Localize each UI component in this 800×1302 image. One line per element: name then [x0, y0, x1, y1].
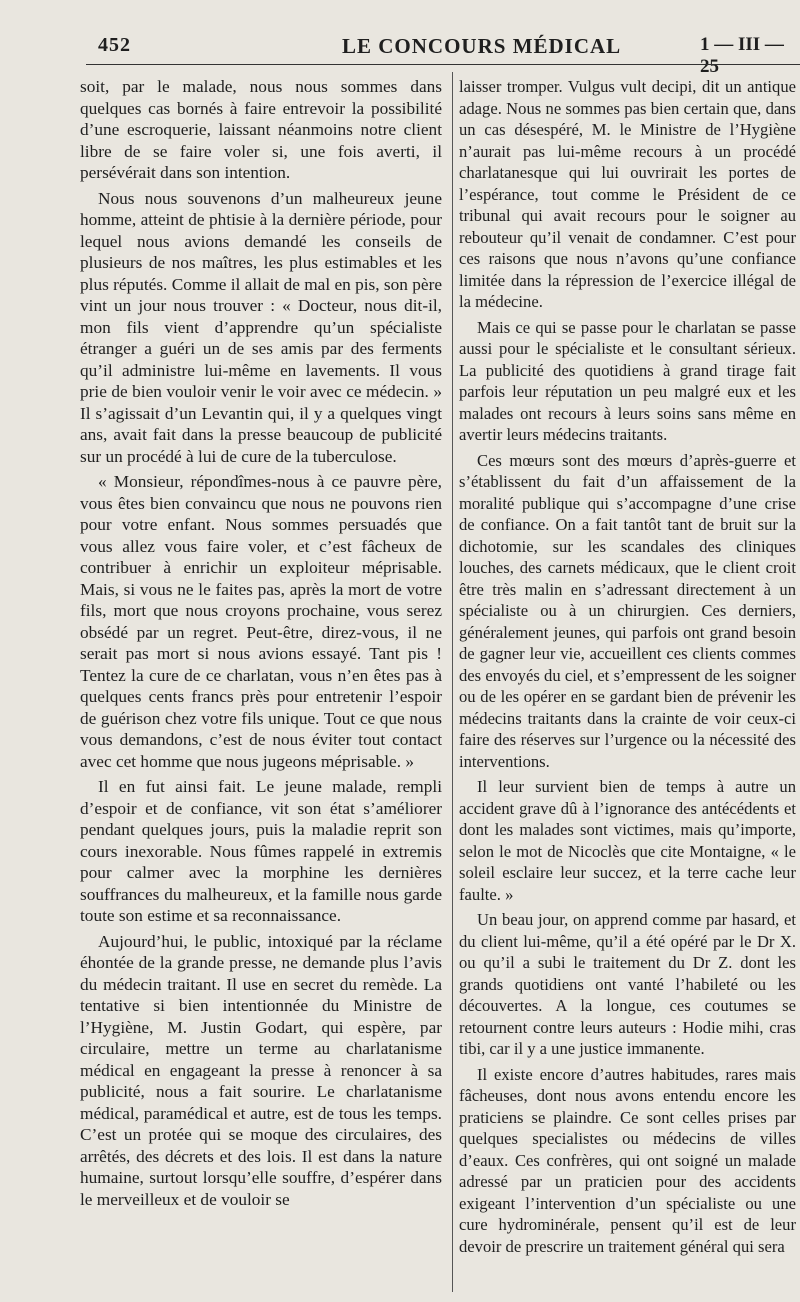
paragraph: soit, par le malade, nous nous sommes dans quelques cas bornés à faire entrevoir la possibilité d’une escroquerie, laissant néanmoins notre client libre de se faire voler si, une fois averti, il persévérait dans son intention.	[80, 77, 442, 182]
paragraph: Il leur survient bien de temps à autre un accident grave dû à l’ignorance des antécédents et dont les malades sont victimes, mais qu’importe, selon le mot de Nicoclès que cite Montaigne, « le soleil esclaire leur succez, et la terre cache leur faulte. »	[459, 777, 796, 904]
journal-title: LE CONCOURS MÉDICAL	[342, 34, 622, 58]
left-column	[80, 76, 442, 1210]
page-header	[0, 28, 800, 77]
paragraph: Mais ce qui se passe pour le charlatan se passe aussi pour le spécialiste et le consultant sérieux. La publicité des quotidiens à grand tirage fait parfois leur réputation un peu malgré eux et les malades ont recours à leurs soins sans même en avertir leurs médecins traitants.	[459, 317, 796, 444]
paragraph: Un beau jour, on apprend comme par hasard, et du client lui-même, qu’il a été opéré par le Dr X. ou qu’il a subi le traitement du Dr Z. dont les grands quotidiens ont vanté l’habileté ou les découvertes. A la longue, ces coutumes se retournent contre leurs auteurs : Hodie mihi, cras tibi, car il y a une justice immanente.	[459, 910, 796, 1058]
paragraph: laisser tromper. Vulgus vult decipi, dit un antique adage. Nous ne sommes pas bien certain que, dans un cas désespéré, M. le Ministre de l’Hygiène n’aurait pas lui-même recours à un procédé charlatanesque qui lui ouvrirait les portes de l’espérance, tout comme le Président de ce tribunal qui avait recours pour le soigner au rebouteur qu’il venait de condamner. C’est pour ces raisons que nous n’avons qu’une confiance limitée dans la répression de l’exercice illégal de la médecine.	[459, 77, 796, 311]
paragraph: Il existe encore d’autres habitudes, rares mais fâcheuses, dont nous avons entendu encore les praticiens se plaindre. Ce sont celles prises par quelques specialistes ou médecins de villes d’eaux. Ces confrères, qui ont soigné un malade adressé par un praticien pour des accidents exigeant l’intervention d’un spécialiste ou une cure hydrominérale, pensent qu’il est de leur devoir de prescrire un traitement général qui sera	[459, 1064, 796, 1256]
paragraph: Nous nous souvenons d’un malheureux jeune homme, atteint de phtisie à la dernière période, pour lequel nous avions demandé les conseils de plusieurs de nos maîtres, les plus estimables et les plus réputés. Comme il allait de mal en pis, son père vint un jour nous trouver : « Docteur, nous dit-il, mon fils vient d’apprendre qu’un spécialiste étranger a guéri un de ses amis par des ferments qu’il administre lui-même en lavements. Il vous prie de bien vouloir venir le voir avec ce médecin. » Il s’agissait d’un Levantin qui, il y a quelques vingt ans, avait fait dans la presse beaucoup de publicité sur un procédé à lui de cure de la tuberculose.	[80, 188, 442, 466]
page-number: 452	[98, 34, 131, 56]
column-separator	[452, 72, 453, 1292]
issue-date: 1 — III — 25	[700, 34, 784, 77]
paragraph: Aujourd’hui, le public, intoxiqué par la réclame éhontée de la grande presse, ne demande plus l’avis du médecin traitant. Il use en secret du remède. La tentative si bien intentionnée du Ministre de l’Hygiène, M. Justin Godart, qui espère, par circulaire, mettre un terme au charlatanisme médical en engageant la presse à renoncer à sa publicité, nous a fait sourire. Le charlatanisme médical, paramédical et autre, est de tous les temps. C’est un protée qui se moque des circulaires, des arrêtés, des décrets et des lois. Il est dans la nature humaine, surtout lorsqu’elle souffre, d’espérer dans le merveilleux et de vouloir se	[80, 931, 442, 1209]
header-rule	[86, 64, 800, 65]
right-column	[459, 76, 796, 1257]
paragraph: « Monsieur, répondîmes-nous à ce pauvre père, vous êtes bien convaincu que nous ne pouvons rien pour votre enfant. Nous sommes persuadés que vous allez vous faire voler, et c’est fâcheux de contribuer à enrichir un exploiteur méprisable. Mais, si vous ne le faites pas, après la mort de votre fils, mort que nous croyons prochaine, vous serez obsédé par un regret. Peut-être, direz-vous, il ne serait pas mort si nous avions essayé. Tant pis ! Tentez la cure de ce charlatan, vous n’en êtes pas à quelques cents francs près pour entretenir l’espoir de guérison chez votre fils unique. Tout ce que nous vous demandons, c’est de nous éviter tout contact avec cet homme que nous jugeons méprisable. »	[80, 472, 442, 771]
paragraph: Il en fut ainsi fait. Le jeune malade, rempli d’espoir et de confiance, vit son état s’améliorer pendant quelques jours, puis la maladie reprit son cours inexorable. Nous fûmes rappelé in extremis pour calmer avec la morphine les dernières souffrances du malheureux, et la famille nous garde toute son estime et sa reconnaissance.	[80, 777, 442, 925]
paragraph: Ces mœurs sont des mœurs d’après-guerre et s’établissent du fait d’un affaissement de la moralité publique qui s’accompagne d’une crise de confiance. On a fait tantôt tant de bruit sur la dichotomie, sur les scandales des cliniques louches, des carnets médicaux, que le client croit être très malin en s’adressant directement à un spécialiste ou à un chirurgien. Ces derniers, généralement jeunes, qui parfois ont grand besoin de gagner leur vie, accueillent ces clients commes des envoyés du ciel, et s’empressent de les soigner ou de les opérer en se gardant bien de prévenir les médecins traitants dans la crainte de voir ceux-ci faire des réserves sur l’urgence ou la nécessité des interventions.	[459, 450, 796, 771]
